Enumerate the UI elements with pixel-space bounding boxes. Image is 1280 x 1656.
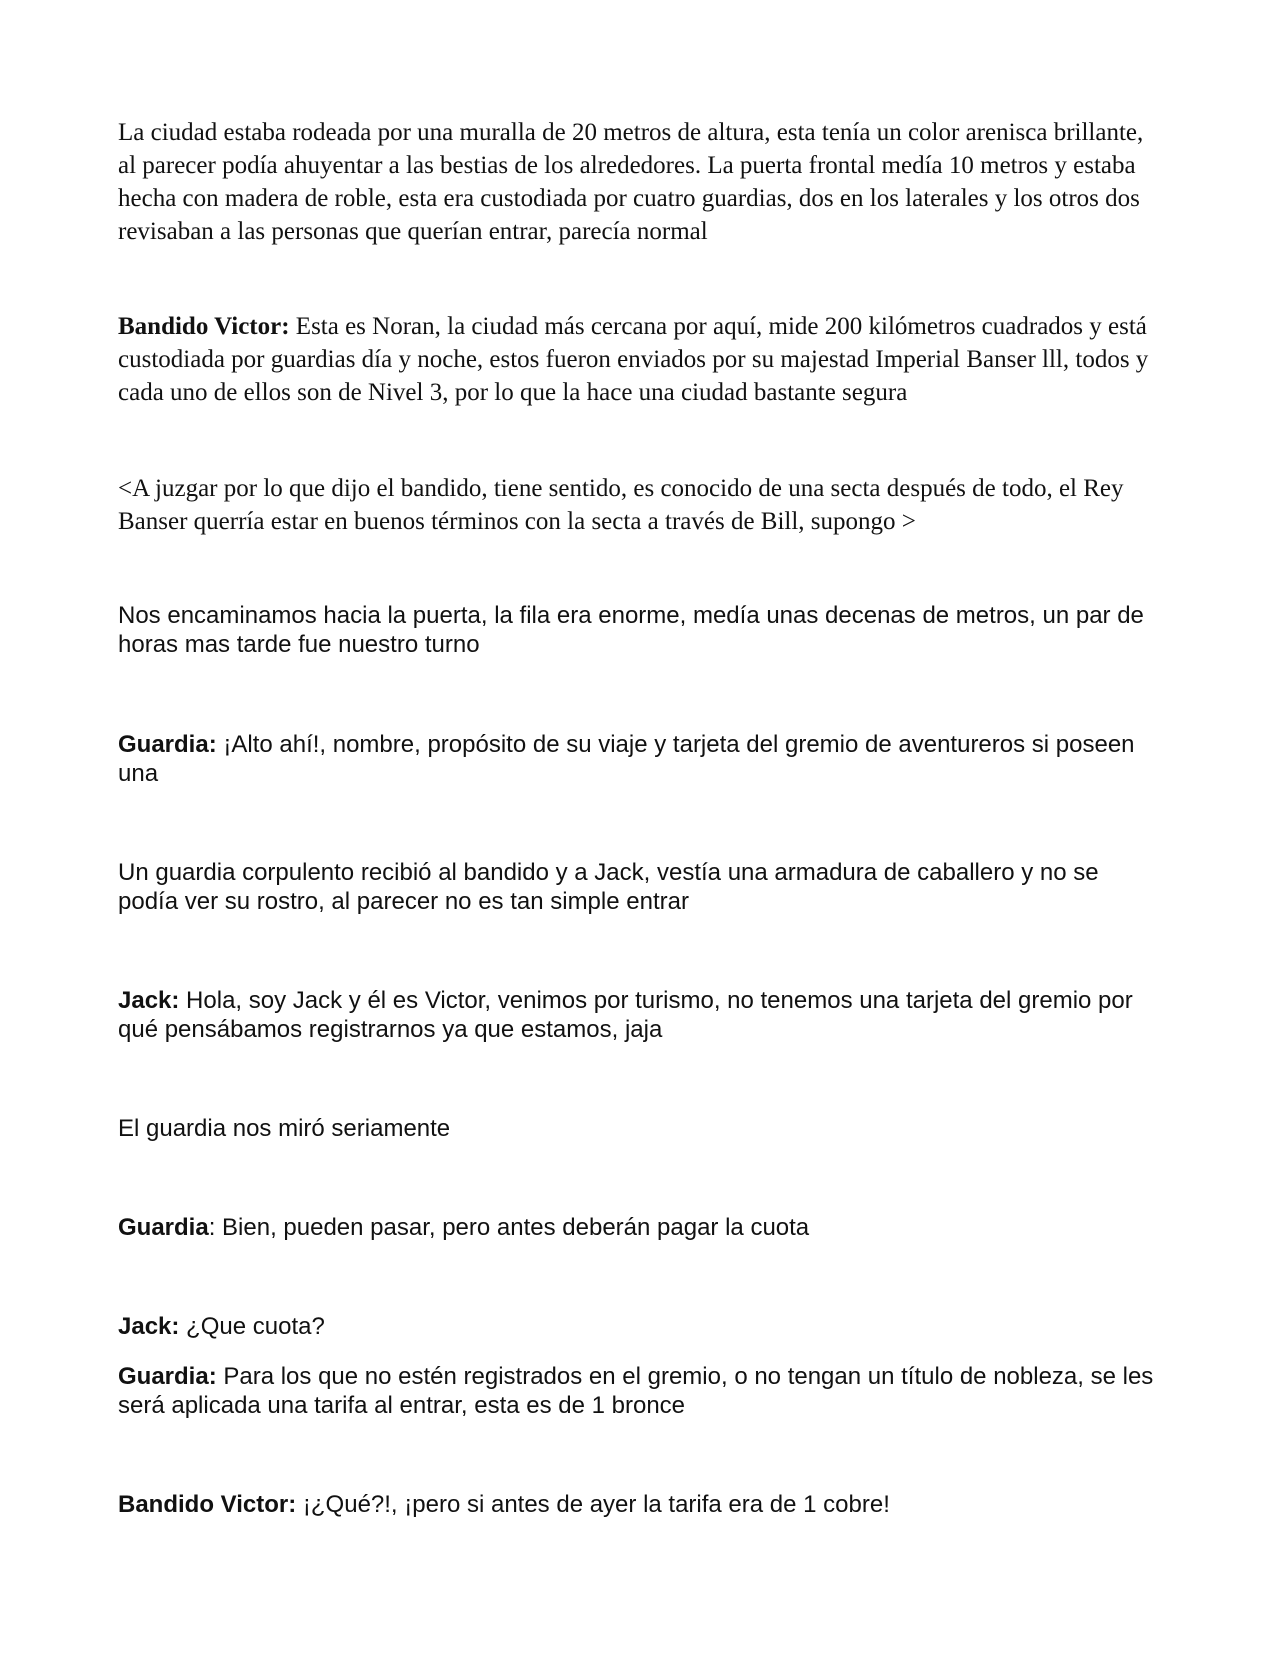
- speaker-name: Bandido Victor:: [118, 313, 290, 340]
- speaker-name: Guardia:: [118, 731, 217, 758]
- dialogue-paragraph: [118, 1490, 1163, 1519]
- dialogue-text: ¿Que cuota?: [179, 1313, 325, 1340]
- paragraph-text: Nos encaminamos hacia la puerta, la fila era enorme, medía unas decenas de metros, un par de horas mas tarde fue nuestro turno: [118, 602, 1144, 658]
- dialogue-paragraph: [118, 1362, 1163, 1420]
- speaker-name: Bandido Victor:: [118, 1491, 297, 1518]
- thought-paragraph: [118, 472, 1163, 538]
- dialogue-text: ¡¿Qué?!, ¡pero si antes de ayer la tarifa era de 1 cobre!: [296, 1491, 890, 1518]
- narration-paragraph: [118, 601, 1163, 659]
- speaker-name: Jack:: [118, 987, 180, 1014]
- dialogue-paragraph: [118, 730, 1163, 788]
- speaker-name: Guardia:: [118, 1363, 217, 1390]
- dialogue-text: Para los que no estén registrados en el gremio, o no tengan un título de nobleza, se les será aplicada una tarifa al entrar, esta es de 1 bronce: [118, 1363, 1154, 1419]
- narration-paragraph: [118, 858, 1163, 916]
- dialogue-paragraph: [118, 1312, 1163, 1341]
- dialogue-paragraph: [118, 986, 1163, 1044]
- paragraph-text: La ciudad estaba rodeada por una muralla de 20 metros de altura, esta tenía un color arenisca brillante, al parecer podía ahuyentar a las bestias de los alrededores. La puerta frontal medía 10 metros y estaba hecha con madera de roble, esta era custodiada por cuatro guardias, dos en los laterales y los otros dos revisaban a las personas que querían entrar, parecía normal: [118, 119, 1144, 245]
- dialogue-text: ¡Alto ahí!, nombre, propósito de su viaje y tarjeta del gremio de aventureros si poseen una: [118, 731, 1135, 787]
- dialogue-paragraph: [118, 1213, 1163, 1242]
- speaker-name: Guardia: [118, 1214, 209, 1241]
- dialogue-text: : Bien, pueden pasar, pero antes deberán pagar la cuota: [208, 1214, 810, 1241]
- paragraph-text: <A juzgar por lo que dijo el bandido, tiene sentido, es conocido de una secta después de todo, el Rey Banser querría estar en buenos términos con la secta a través de Bill, supongo >: [118, 475, 1124, 535]
- paragraph-text: Un guardia corpulento recibió al bandido y a Jack, vestía una armadura de caballero y no se podía ver su rostro, al parecer no es tan simple entrar: [118, 859, 1099, 915]
- dialogue-paragraph: [118, 310, 1163, 409]
- paragraph-text: El guardia nos miró seriamente: [118, 1115, 451, 1142]
- speaker-name: Jack:: [118, 1313, 180, 1340]
- dialogue-text: Hola, soy Jack y él es Victor, venimos por turismo, no tenemos una tarjeta del gremio por qué pensábamos registrarnos ya que estamos, jaja: [118, 987, 1133, 1043]
- narration-paragraph: [118, 116, 1163, 248]
- narration-paragraph: [118, 1114, 1163, 1143]
- dialogue-text: Esta es Noran, la ciudad más cercana por aquí, mide 200 kilómetros cuadrados y está custodiada por guardias día y noche, estos fueron enviados por su majestad Imperial Banser lll, todos y cada uno de ellos son de Nivel 3, por lo que la hace una ciudad bastante segura: [118, 313, 1149, 406]
